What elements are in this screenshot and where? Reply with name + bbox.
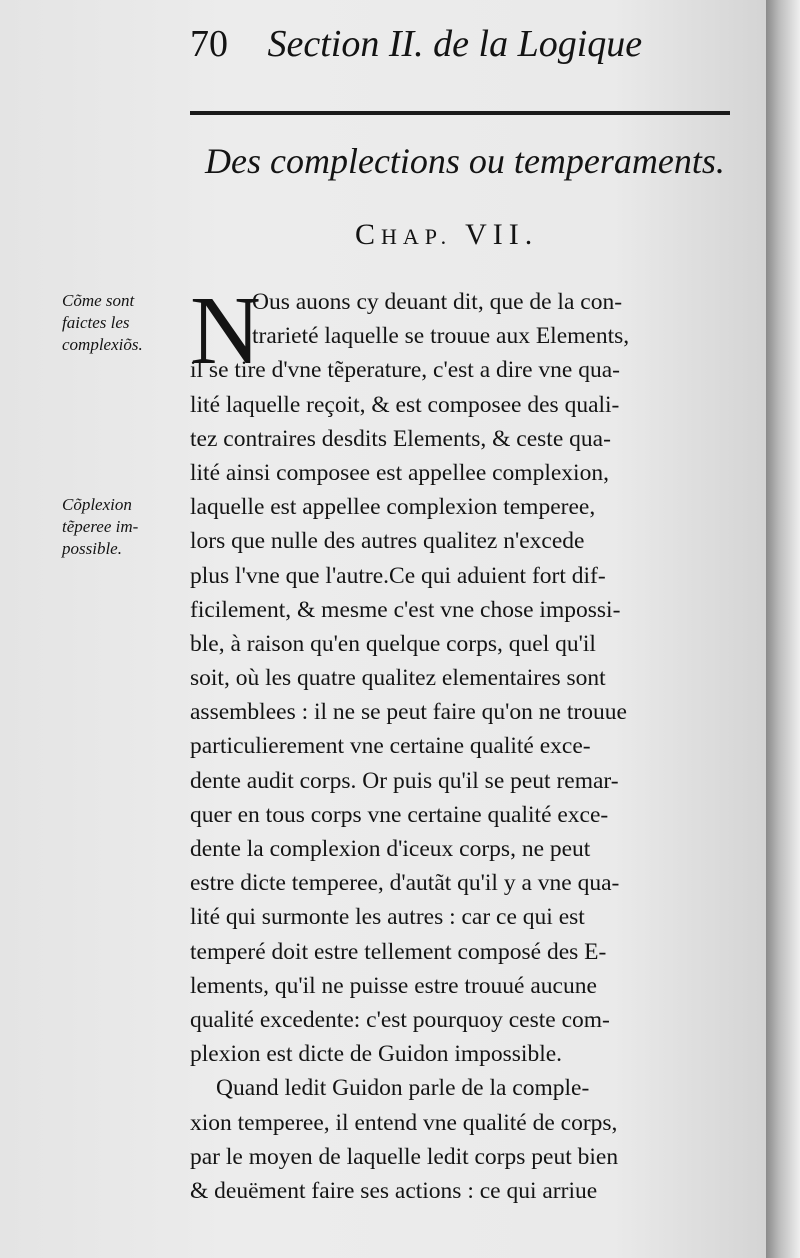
text-line: trarieté laquelle se trouue aux Elements, bbox=[252, 323, 630, 350]
text-line: ble, à raison qu'en quelque corps, quel qu'il bbox=[190, 630, 596, 657]
text-line: assemblees : il ne se peut faire qu'on ne trouue bbox=[190, 699, 627, 726]
text-line: plus l'vne que l'autre.Ce qui aduient fort dif- bbox=[190, 562, 606, 589]
text-line: ficilement, & mesme c'est vne chose impossi- bbox=[190, 596, 621, 623]
text-line: quer en tous corps vne certaine qualité exce- bbox=[190, 801, 609, 828]
chapter-label bbox=[355, 218, 538, 252]
text-line: particulierement vne certaine qualité exce- bbox=[190, 733, 591, 760]
margin-note bbox=[62, 290, 182, 356]
drop-cap: N bbox=[190, 277, 261, 385]
header-rule bbox=[190, 111, 730, 115]
margin-note-line: faictes les bbox=[62, 313, 130, 332]
margin-note bbox=[62, 494, 182, 560]
text-line: estre dicte temperee, d'autãt qu'il y a vne qua- bbox=[190, 870, 620, 897]
text-line: il se tire d'vne tẽperature, c'est a dire vne qua- bbox=[190, 357, 620, 384]
text-line: plexion est dicte de Guidon impossible. bbox=[190, 1041, 563, 1068]
text-line: par le moyen de laquelle ledit corps peut bien bbox=[190, 1143, 619, 1170]
text-line: qualité excedente: c'est pourquoy ceste com- bbox=[190, 1006, 610, 1033]
text-line: xion temperee, il entend vne qualité de corps, bbox=[190, 1109, 618, 1136]
text-line: lors que nulle des autres qualitez n'excede bbox=[190, 528, 585, 555]
text-line: temperé doit estre tellement composé des E- bbox=[190, 938, 607, 965]
text-line: dente la complexion d'iceux corps, ne peut bbox=[190, 836, 591, 862]
margin-note-line: possible. bbox=[62, 539, 122, 558]
margin-note-line: Cõme sont bbox=[62, 291, 135, 310]
page-edge-shadow bbox=[766, 0, 800, 1258]
text-line: Quand ledit Guidon parle de la comple- bbox=[216, 1075, 590, 1102]
margin-note-line: complexiõs. bbox=[62, 335, 143, 354]
text-line: lité qui surmonte les autres : car ce qui est bbox=[190, 904, 585, 931]
text-line: lements, qu'il ne puisse estre trouué aucune bbox=[190, 972, 597, 999]
text-line: dente audit corps. Or puis qu'il se peut remar- bbox=[190, 767, 619, 794]
running-title: Section II. de la Logique bbox=[267, 23, 643, 65]
running-head bbox=[190, 22, 690, 66]
chapter-word: HAP. bbox=[381, 224, 453, 249]
margin-note-line: Cõplexion bbox=[62, 495, 132, 514]
text-line: lité ainsi composee est appellee complexion, bbox=[190, 459, 609, 486]
page-number: 70 bbox=[190, 23, 228, 65]
text-line: tez contraires desdits Elements, & ceste qua- bbox=[190, 425, 611, 452]
chapter-title: Des complections ou temperaments. bbox=[205, 141, 725, 181]
text-line: laquelle est appellee complexion temperee, bbox=[190, 494, 596, 521]
text-line: soit, où les quatre qualitez elementaires sont bbox=[190, 665, 606, 692]
text-line: lité laquelle reçoit, & est composee des quali- bbox=[190, 391, 620, 418]
chapter-initial: C bbox=[355, 218, 382, 251]
text-line: & deuëment faire ses actions : ce qui arriue bbox=[190, 1177, 598, 1204]
body-text bbox=[190, 285, 740, 1208]
chapter-numeral: VII. bbox=[465, 218, 539, 251]
text-line: Ous auons cy deuant dit, que de la con- bbox=[252, 289, 623, 315]
margin-note-line: tẽperee im- bbox=[62, 517, 139, 536]
